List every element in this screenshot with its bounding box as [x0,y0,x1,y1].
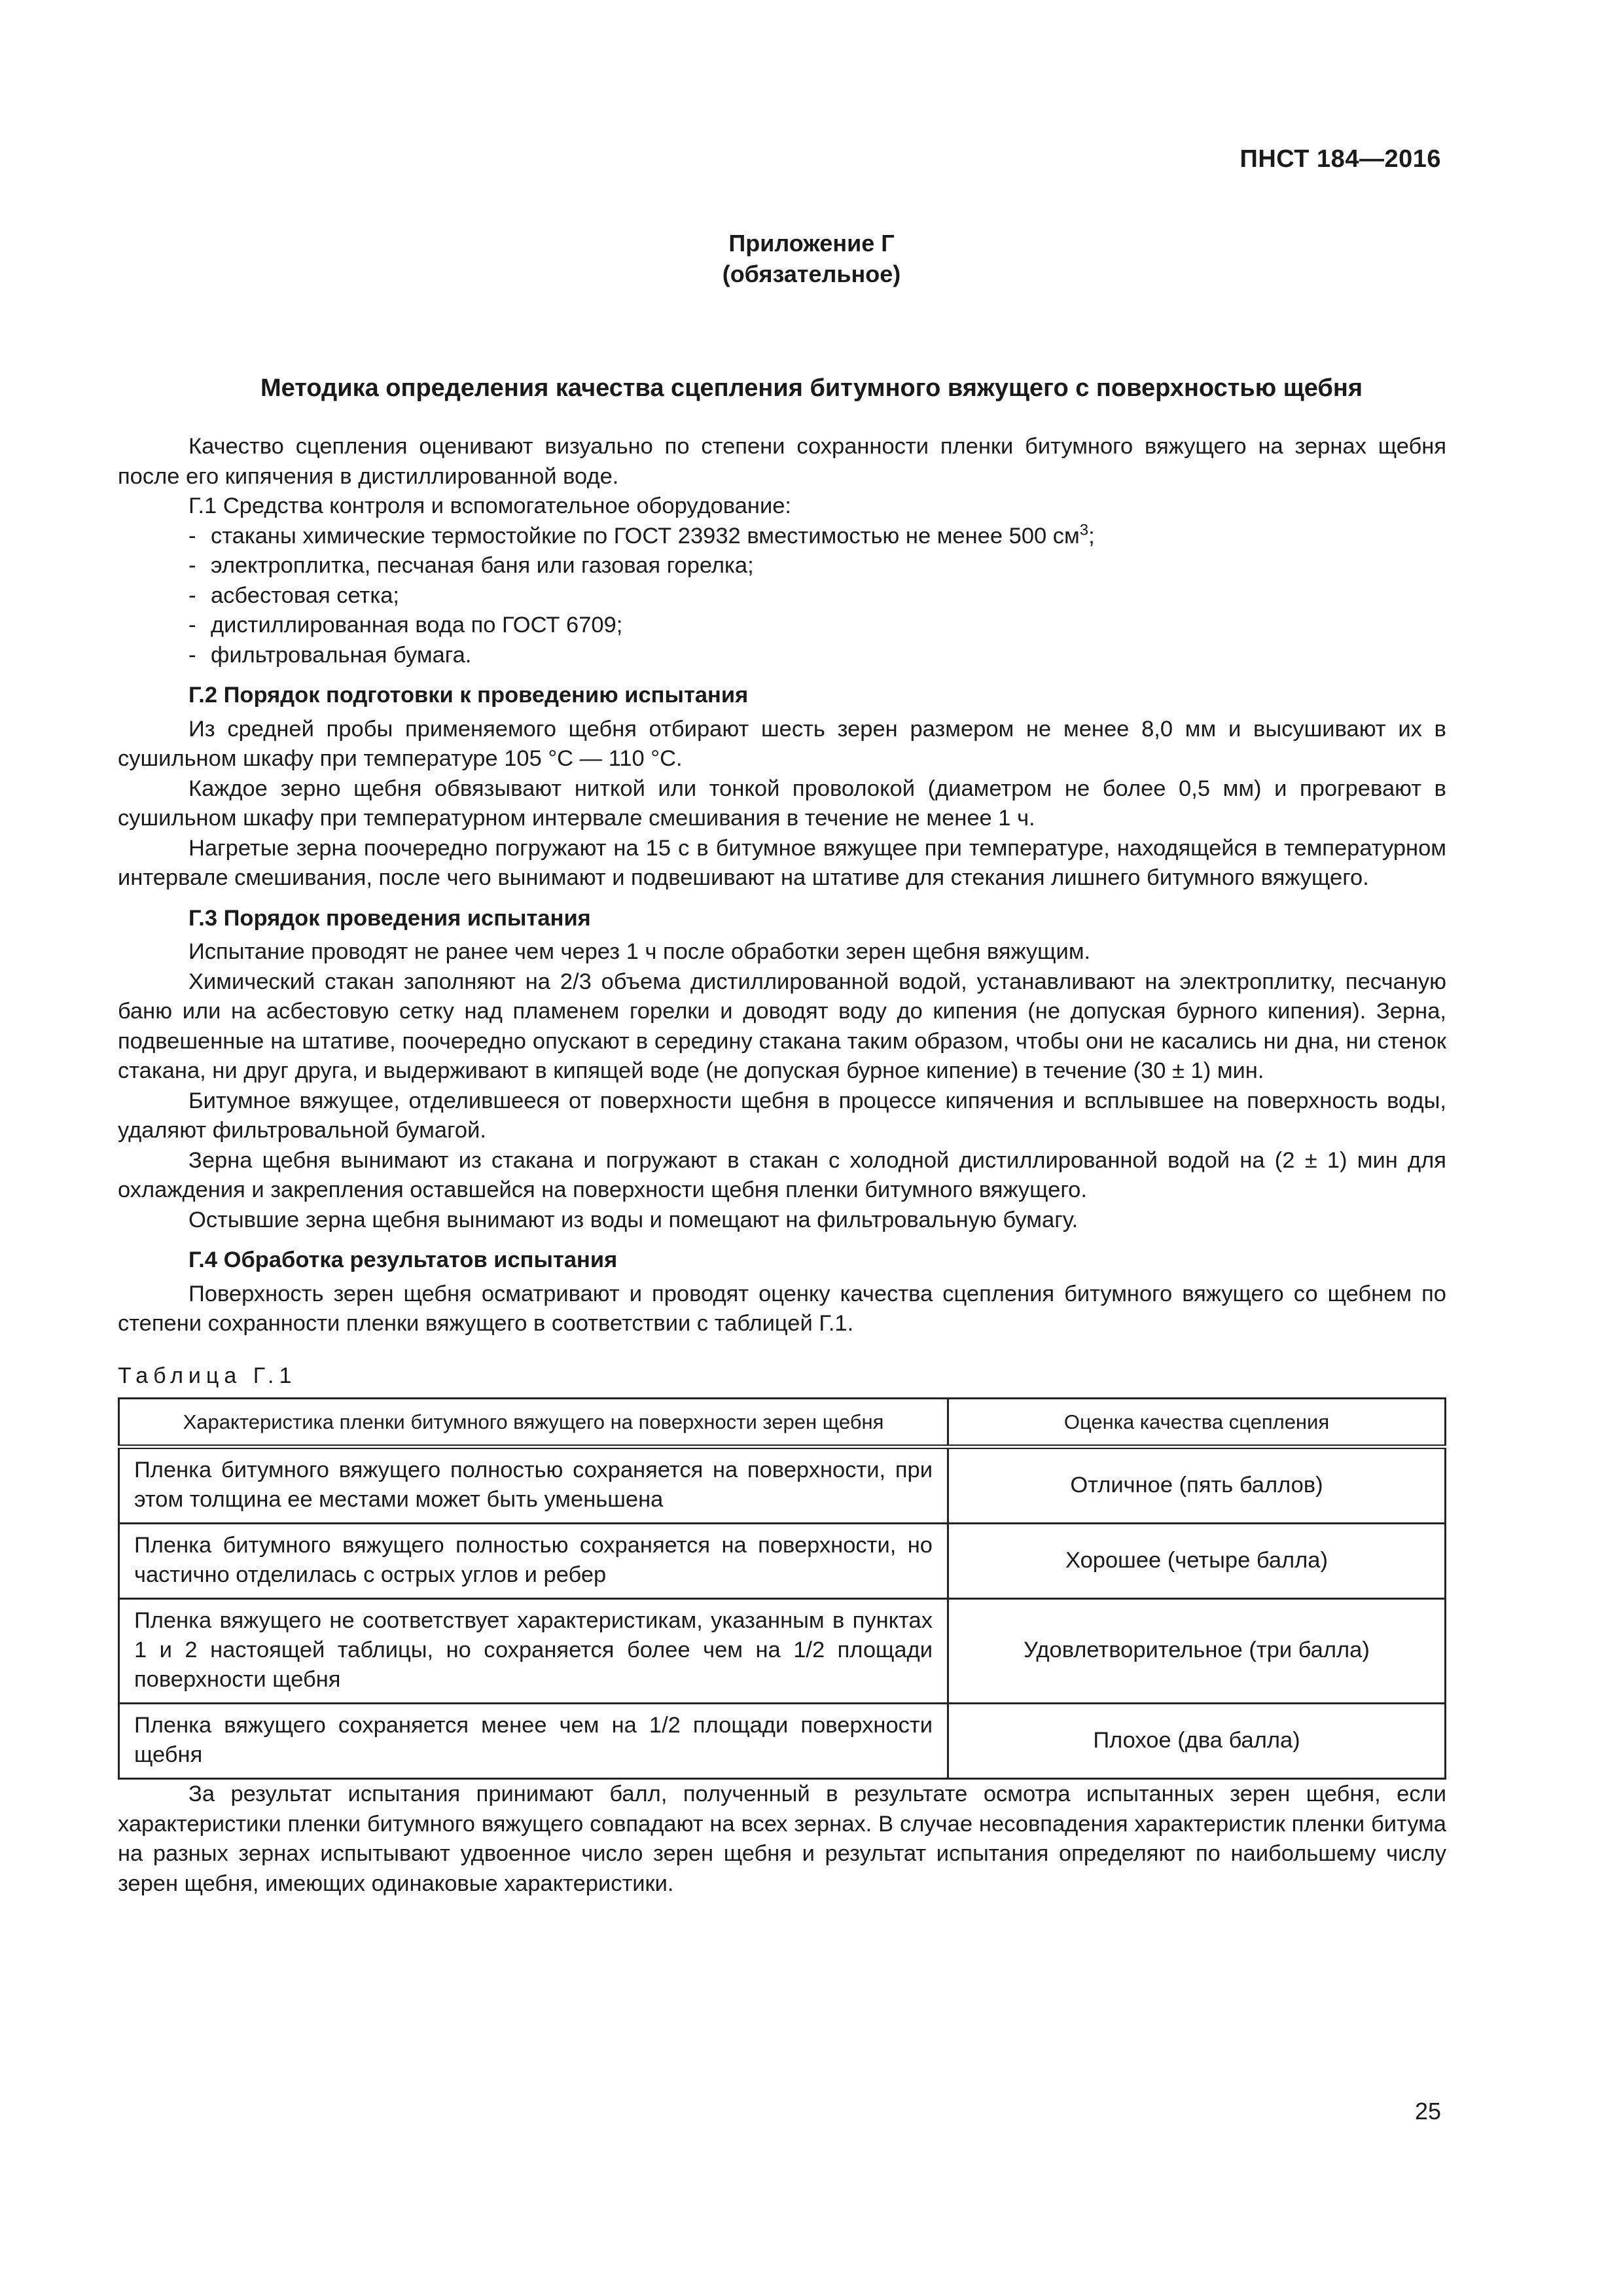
superscript: 3 [1079,521,1089,539]
g3-paragraph: Испытание проводят не ранее чем через 1 ч после обработки зерен щебня вяжущим. [188,939,1091,964]
table-row [119,1704,1446,1779]
table-cell-characteristic: Пленка битумного вяжущего полностью сохраняется на поверхности, но частично отделилась с острых углов и ребер [119,1524,948,1599]
g2-paragraph: Из средней пробы применяемого щебня отбирают шесть зерен размером не менее 8,0 мм и высушивают их в сушильном шкафу при температуре 105 °С — 110 °С. [118,716,1446,771]
g3-paragraph: Химический стакан заполняют на 2/3 объема дистиллированной водой, устанавливают на электроплитку, песчаную баню или на асбестовую сетку над пламенем горелки и доводят воду до кипения (не допуская бурного кипения). Зерна, подвешенные на штативе, поочередно опускают в середину стакана таким образом, чтобы они не касались ни дна, ни стенок стакана, ни друг друга, и выдерживают в кипящей воде (не допуская бурное кипение) в течение (30 ± 1) мин. [118,969,1446,1083]
table-cell-rating: Плохое (два балла) [948,1704,1446,1779]
equipment-item: - стаканы химические термостойкие по ГОСТ 23932 вместимостью не менее 500 $см^3$; [188,521,1095,548]
appendix-note: (обязательное) [722,260,901,287]
g2-paragraph: Каждое зерно щебня обвязывают ниткой или тонкой проволокой (диаметром не более 0,5 мм) и прогревают в сушильном шкафу при температурном интервале смешивания в течение не менее 1 ч. [118,776,1446,831]
table-row [119,1524,1446,1599]
table-cell-rating: Отличное (пять баллов) [948,1447,1446,1524]
table-cell-characteristic: Пленка вяжущего не соответствует характеристикам, указанным в пунктах 1 и 2 настоящей таблицы, но сохраняется более чем на 1/2 площади поверхности щебня [119,1599,948,1704]
results-table [118,1397,1446,1780]
g1-heading: Г.1 Средства контроля и вспомогательное оборудование: [188,493,792,518]
equipment-item: - фильтровальная бумага. [188,642,472,668]
page-number: 25 [1414,2098,1441,2125]
equipment-item-text: дистиллированная вода по ГОСТ 6709; [211,613,623,637]
g3-paragraph: Битумное вяжущее, отделившееся от поверхности щебня в процессе кипячения и всплывшее на поверхность воды, удаляют фильтровальной бумагой. [118,1088,1446,1143]
g2-paragraph: Нагретые зерна поочередно погружают на 15 с в битумное вяжущее при температуре, находящейся в температурном интервале смешивания, после чего вынимают и подвешивают на штативе для стекания лишнего битумного вяжущего. [118,835,1446,890]
document-body [118,432,1446,1899]
document-number: ПНСТ 184—2016 [1240,145,1441,173]
g3-paragraph: Зерна щебня вынимают из стакана и погружают в стакан с холодной дистиллированной водой на (2 ± 1) мин для охлаждения и закрепления оставшейся на поверхности щебня пленки битумного вяжущего. [118,1147,1446,1202]
equipment-item-text: асбестовая сетка; [211,583,399,608]
intro-paragraph: Качество сцепления оценивают визуально по степени сохранности пленки битумного вяжущего на зернах щебня после его кипячения в дистиллированной воде. [118,434,1446,489]
table-cell-rating: Удовлетворительное (три балла) [948,1599,1446,1704]
g4-heading: Г.4 Обработка результатов испытания [188,1247,618,1272]
table-caption: Таблица Г.1 [118,1363,297,1388]
g3-paragraph: Остывшие зерна щебня вынимают из воды и помещают на фильтровальную бумагу. [188,1207,1079,1232]
equipment-item: - электроплитка, песчаная баня или газовая горелка; [188,553,754,578]
table-header-row [119,1399,1446,1447]
equipment-item-text: стаканы химические термостойкие по ГОСТ 23932 вместимостью не менее 500 см [211,523,1080,548]
table-cell-characteristic: Пленка битумного вяжущего полностью сохраняется на поверхности, при этом толщина ее местами может быть уменьшена [119,1447,948,1524]
equipment-item: - асбестовая сетка; [188,583,399,608]
g2-heading: Г.2 Порядок подготовки к проведению испытания [188,683,749,708]
g4-paragraph: Поверхность зерен щебня осматривают и проводят оценку качества сцепления битумного вяжущего со щебнем по степени сохранности пленки вяжущего в соответствии с таблицей Г.1. [118,1281,1446,1336]
section-title: Методика определения качества сцепления битумного вяжущего с поверхностью щебня [260,374,1363,402]
equipment-item: - дистиллированная вода по ГОСТ 6709; [188,613,623,637]
table-row [119,1447,1446,1524]
table-cell-characteristic: Пленка вяжущего сохраняется менее чем на 1/2 площади поверхности щебня [119,1704,948,1779]
g3-heading: Г.3 Порядок проведения испытания [188,905,591,931]
table-header-characteristic: Характеристика пленки битумного вяжущего на поверхности зерен щебня [119,1399,948,1447]
conclusion-paragraph: За результат испытания принимают балл, полученный в результате осмотра испытанных зерен щебня, если характеристики пленки битумного вяжущего совпадают на всех зернах. В случае несовпадения характеристик пленки битума на разных зернах испытывают удвоенное число зерен щебня и результат испытания определяют по наибольшему числу зерен щебня, имеющих одинаковые характеристики. [118,1782,1446,1896]
table-row [119,1599,1446,1704]
table-cell-rating: Хорошее (четыре балла) [948,1524,1446,1599]
appendix-title: Приложение Г [728,230,895,257]
punctuation: ; [1088,523,1095,548]
equipment-item-text: электроплитка, песчаная баня или газовая горелка; [211,553,754,578]
table-header-rating: Оценка качества сцепления [948,1399,1446,1447]
equipment-item-text: фильтровальная бумага. [211,642,472,668]
